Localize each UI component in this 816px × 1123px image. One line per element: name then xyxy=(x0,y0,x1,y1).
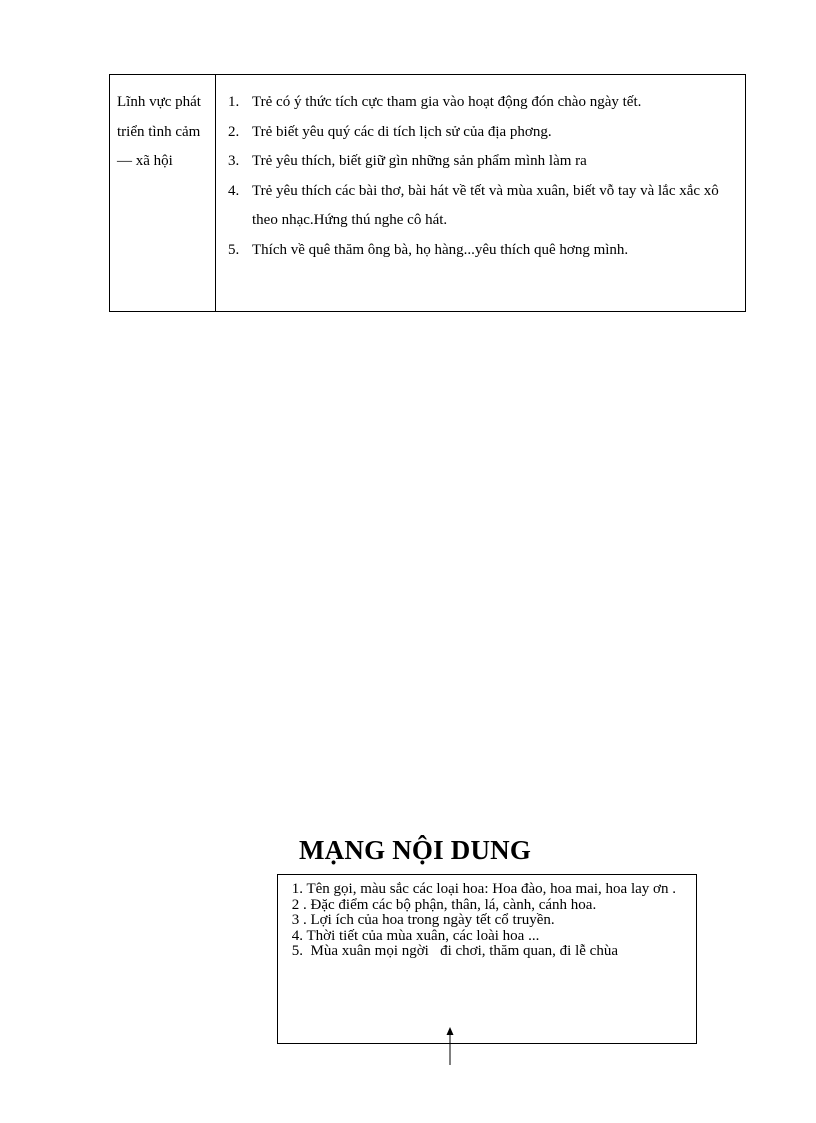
content-map-title: MẠNG NỘI DUNG xyxy=(299,835,532,865)
goal-item xyxy=(228,118,725,148)
content-line: 2 . Đặc điểm các bộ phận, thân, lá, cành, cánh hoa. xyxy=(288,896,597,913)
content-line: 5. Mùa xuân mọi ngời đi chơi, thăm quan, đi lễ chùa xyxy=(288,943,618,959)
goal-number: 5. xyxy=(228,241,240,258)
goal-text: Trẻ yêu thích, biết giữ gìn những sản phẩm mình làm ra xyxy=(252,153,587,169)
goal-number: 4. xyxy=(228,182,240,199)
goal-text: Trẻ biết yêu quý các di tích lịch sử của địa phơng. xyxy=(252,123,552,140)
goal-item xyxy=(228,88,725,118)
development-area-cell xyxy=(110,75,216,311)
goal-item xyxy=(228,177,725,236)
goals-cell xyxy=(216,75,745,311)
content-line: 1. Tên gọi, màu sắc các loại hoa: Hoa đào, hoa mai, hoa lay ơn . xyxy=(288,881,676,897)
goal-number: 3. xyxy=(228,153,240,169)
development-area-label: Lĩnh vực phát triển tình cảm — xã hội xyxy=(117,94,201,169)
goal-number: 2. xyxy=(228,123,240,140)
up-arrow-icon xyxy=(440,1027,460,1067)
content-line: 4. Thời tiết của mùa xuân, các loài hoa ... xyxy=(288,927,540,944)
goal-text: Thích về quê thăm ông bà, họ hàng...yêu thích quê hơng mình. xyxy=(252,241,629,258)
goals-table xyxy=(109,74,746,312)
content-line: 3 . Lợi ích của hoa trong ngày tết cổ truyền. xyxy=(288,912,555,928)
goal-item xyxy=(228,147,725,177)
goal-text: Trẻ yêu thích các bài thơ, bài hát về tết và mùa xuân, biết vỗ tay và lắc xắc xô theo nhạc.Hứng thú nghe cô hát. xyxy=(252,182,719,228)
goal-list xyxy=(228,88,725,265)
goal-number: 1. xyxy=(228,94,240,110)
goal-text: Trẻ có ý thức tích cực tham gia vào hoạt động đón chào ngày tết. xyxy=(252,94,642,110)
goal-item xyxy=(228,236,725,266)
content-map-box xyxy=(277,874,697,1044)
